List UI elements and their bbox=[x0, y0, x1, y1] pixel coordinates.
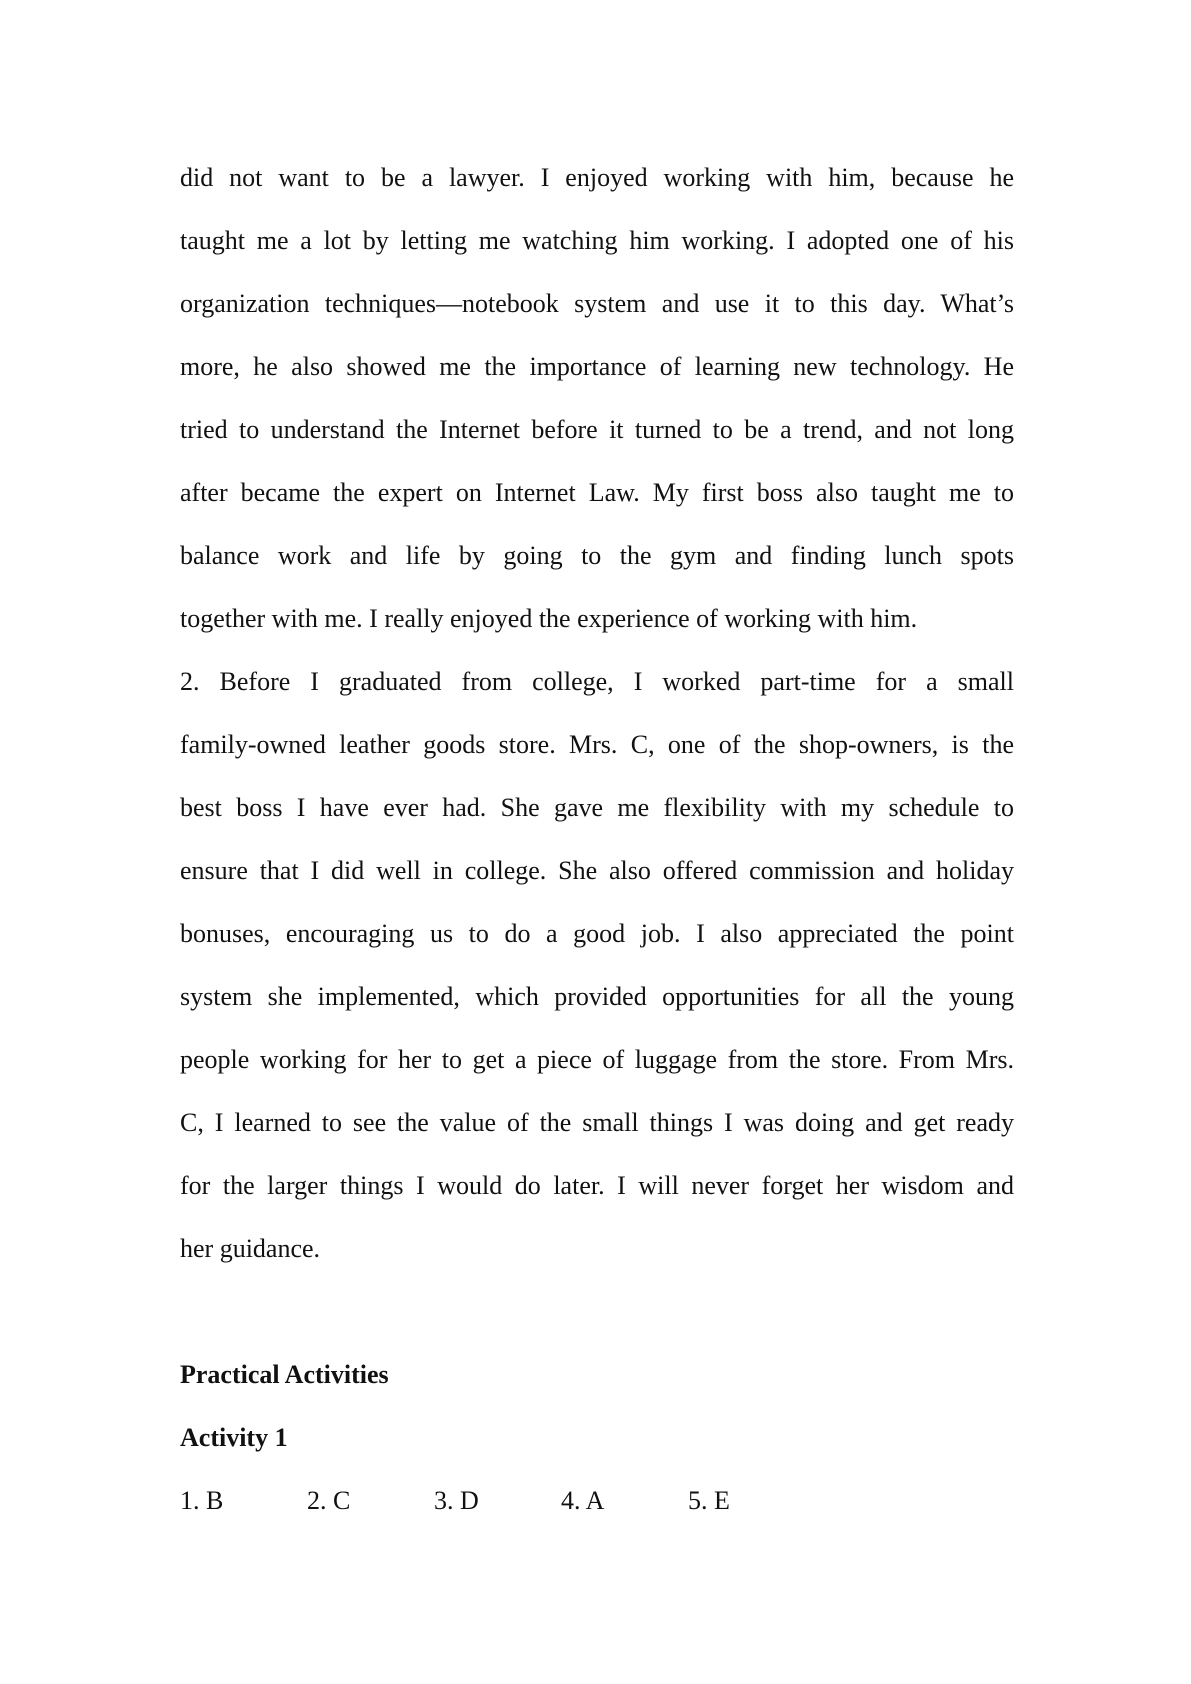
paragraph-line: for the larger things I would do later. I will never forget her wisdom and bbox=[180, 1171, 1014, 1200]
paragraph-line: her guidance. bbox=[180, 1234, 321, 1263]
activity-heading: Activity 1 bbox=[180, 1423, 288, 1452]
answer-item: 1. B bbox=[180, 1486, 224, 1515]
paragraph-line: taught me a lot by letting me watching him working. I adopted one of his bbox=[180, 226, 1014, 255]
paragraph-line: ensure that I did well in college. She also offered commission and holiday bbox=[180, 856, 1014, 885]
paragraph-line: organization techniques—notebook system and use it to this day. What’s bbox=[180, 289, 1014, 318]
answer-item: 2. C bbox=[307, 1486, 351, 1515]
paragraph-line: more, he also showed me the importance of learning new technology. He bbox=[180, 352, 1014, 381]
answer-item: 5. E bbox=[688, 1486, 730, 1515]
paragraph-line: after became the expert on Internet Law. My first boss also taught me to bbox=[180, 478, 1014, 507]
answer-row bbox=[180, 1469, 1014, 1532]
paragraph-line: people working for her to get a piece of luggage from the store. From Mrs. bbox=[180, 1045, 1014, 1074]
paragraph-line: balance work and life by going to the gym and finding lunch spots bbox=[180, 541, 1014, 570]
paragraph-line: did not want to be a lawyer. I enjoyed working with him, because he bbox=[180, 163, 1014, 192]
paragraph-line: tried to understand the Internet before it turned to be a trend, and not long bbox=[180, 415, 1014, 444]
paragraph-line: together with me. I really enjoyed the experience of working with him. bbox=[180, 604, 918, 633]
paragraph-line: best boss I have ever had. She gave me flexibility with my schedule to bbox=[180, 793, 1014, 822]
section-spacer bbox=[180, 1280, 1014, 1343]
paragraph-line: system she implemented, which provided opportunities for all the young bbox=[180, 982, 1014, 1011]
paragraph-line: bonuses, encouraging us to do a good job. I also appreciated the point bbox=[180, 919, 1014, 948]
paragraph-line: 2. Before I graduated from college, I worked part-time for a small bbox=[180, 667, 1014, 696]
paragraph-line: C, I learned to see the value of the small things I was doing and get ready bbox=[180, 1108, 1014, 1137]
paragraph-2 bbox=[180, 650, 1014, 1280]
answer-item: 3. D bbox=[434, 1486, 479, 1515]
paragraph-line: family-owned leather goods store. Mrs. C, one of the shop-owners, is the bbox=[180, 730, 1014, 759]
paragraph-1 bbox=[180, 146, 1014, 650]
section-heading: Practical Activities bbox=[180, 1360, 389, 1389]
answer-item: 4. A bbox=[561, 1486, 605, 1515]
document-body bbox=[180, 146, 1014, 1532]
